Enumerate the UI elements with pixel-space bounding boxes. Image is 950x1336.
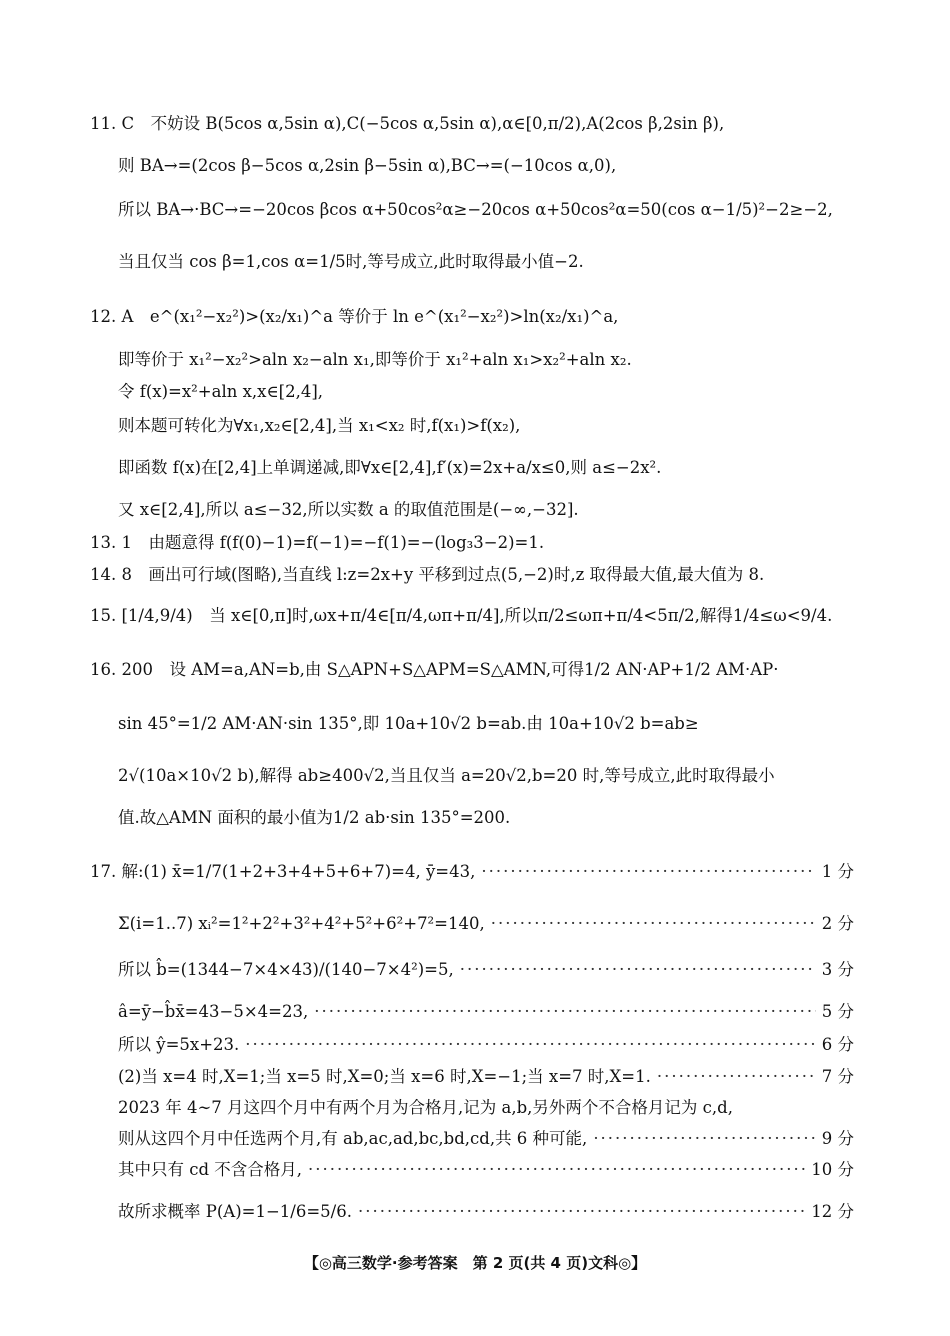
q17-row-2-score: 2 分	[821, 914, 854, 933]
q12-line-5: 即函数 f(x)在[2,4]上单调递减,即∀x∈[2,4],f′(x)=2x+a/x≤0,则 a≤−2x².	[118, 458, 662, 477]
leader-dots	[308, 1158, 805, 1182]
q11-line-4: 当且仅当 cos β=1,cos α=1/5时,等号成立,此时取得最小值−2.	[118, 252, 584, 271]
q16-line-3: 2√(10a×10√2 b),解得 ab≥400√2,当且仅当 a=20√2,b=20 时,等号成立,此时取得最小	[118, 766, 775, 785]
q16-line-4: 值.故△AMN 面积的最小值为1/2 ab·sin 135°=200.	[118, 808, 511, 827]
leader-dots	[358, 1200, 805, 1224]
q17-row-9-text: 故所求概率 P(A)=1−1/6=5/6.	[118, 1202, 352, 1221]
q17-row-9-score: 12 分	[811, 1202, 854, 1221]
q17-row-8	[118, 1158, 854, 1182]
q17-row-2-text: Σ(i=1..7) xᵢ²=1²+2²+3²+4²+5²+6²+7²=140,	[118, 914, 485, 933]
leader-dots	[657, 1065, 816, 1089]
q17-row-7	[118, 1127, 854, 1151]
q12-line-6: 又 x∈[2,4],所以 a≤−32,所以实数 a 的取值范围是(−∞,−32].	[118, 500, 579, 519]
q17-row-2	[118, 912, 854, 936]
q17-row-8-text: 其中只有 cd 不含合格月,	[118, 1160, 303, 1179]
q13-line: 13. 1 由题意得 f(f(0)−1)=f(−1)=−f(1)=−(log₃3−2)=1.	[90, 533, 545, 552]
q17-row-1-score: 1 分	[821, 862, 854, 881]
q12-line-3: 令 f(x)=x²+aln x,x∈[2,4],	[118, 382, 324, 401]
q17-row-1-text: 17. 解:(1) x̄=1/7(1+2+3+4+5+6+7)=4, ȳ=43,	[90, 862, 476, 881]
q12-line-4: 则本题可转化为∀x₁,x₂∈[2,4],当 x₁<x₂ 时,f(x₁)>f(x₂),	[118, 416, 521, 435]
q17-row-4-text: â=ȳ−b̂x̄=43−5×4=23,	[118, 1002, 309, 1021]
q12-line-1: 12. A e^(x₁²−x₂²)>(x₂/x₁)^a 等价于 ln e^(x₁²−x₂²)>ln(x₂/x₁)^a,	[90, 307, 619, 326]
q17-row-5-score: 6 分	[821, 1035, 854, 1054]
q17-row-6-score: 7 分	[821, 1067, 854, 1086]
leader-dots	[314, 1000, 816, 1024]
q17-row-9	[118, 1200, 854, 1224]
q11-line-1: 11. C 不妨设 B(5cos α,5sin α),C(−5cos α,5sin α),α∈[0,π/2),A(2cos β,2sin β),	[90, 114, 725, 133]
q16-line-1: 16. 200 设 AM=a,AN=b,由 S△APN+S△APM=S△AMN,可得1/2 AN·AP+1/2 AM·AP·	[90, 660, 779, 679]
q17-row-7-text: 则从这四个月中任选两个月,有 ab,ac,ad,bc,bd,cd,共 6 种可能,	[118, 1129, 588, 1148]
leader-dots	[460, 958, 816, 982]
leader-dots	[245, 1033, 815, 1057]
q17-row-3	[118, 958, 854, 982]
q17-row-1	[90, 860, 854, 884]
q17-row-3-score: 3 分	[821, 960, 854, 979]
q17-row-8-score: 10 分	[811, 1160, 854, 1179]
q15-line: 15. [1/4,9/4) 当 x∈[0,π]时,ωx+π/4∈[π/4,ωπ+π/4],所以π/2≤ωπ+π/4<5π/2,解得1/4≤ω<9/4.	[90, 606, 833, 625]
q17-row-5	[118, 1033, 854, 1057]
q17-row-6-text: (2)当 x=4 时,X=1;当 x=5 时,X=0;当 x=6 时,X=−1;当 x=7 时,X=1.	[118, 1067, 651, 1086]
q17-row-6	[118, 1065, 854, 1089]
q17-row-4-score: 5 分	[821, 1002, 854, 1021]
q11-line-2: 则 BA→=(2cos β−5cos α,2sin β−5sin α),BC→=(−10cos α,0),	[118, 156, 617, 175]
q16-line-2: sin 45°=1/2 AM·AN·sin 135°,即 10a+10√2 b=ab.由 10a+10√2 b=ab≥	[118, 714, 699, 733]
q17-row-5-text: 所以 ŷ=5x+23.	[118, 1035, 240, 1054]
q17-row-7-score: 9 分	[821, 1129, 854, 1148]
q11-line-3: 所以 BA→·BC→=−20cos βcos α+50cos²α≥−20cos α+50cos²α=50(cos α−1/5)²−2≥−2,	[118, 200, 833, 219]
q12-line-2: 即等价于 x₁²−x₂²>aln x₂−aln x₁,即等价于 x₁²+aln x₁>x₂²+aln x₂.	[118, 350, 632, 369]
leader-dots	[491, 912, 816, 936]
q17-row-4	[118, 1000, 854, 1024]
q17-plain-line: 2023 年 4∼7 月这四个月中有两个月为合格月,记为 a,b,另外两个不合格月记为 c,d,	[118, 1098, 733, 1117]
q14-line: 14. 8 画出可行域(图略),当直线 l:z=2x+y 平移到过点(5,−2)时,z 取得最大值,最大值为 8.	[90, 565, 765, 584]
page-footer: 【◎高三数学·参考答案 第 2 页(共 4 页)文科◎】	[303, 1254, 647, 1272]
q17-row-3-text: 所以 b̂=(1344−7×4×43)/(140−7×4²)=5,	[118, 960, 454, 979]
leader-dots	[593, 1127, 815, 1151]
leader-dots	[481, 860, 815, 884]
